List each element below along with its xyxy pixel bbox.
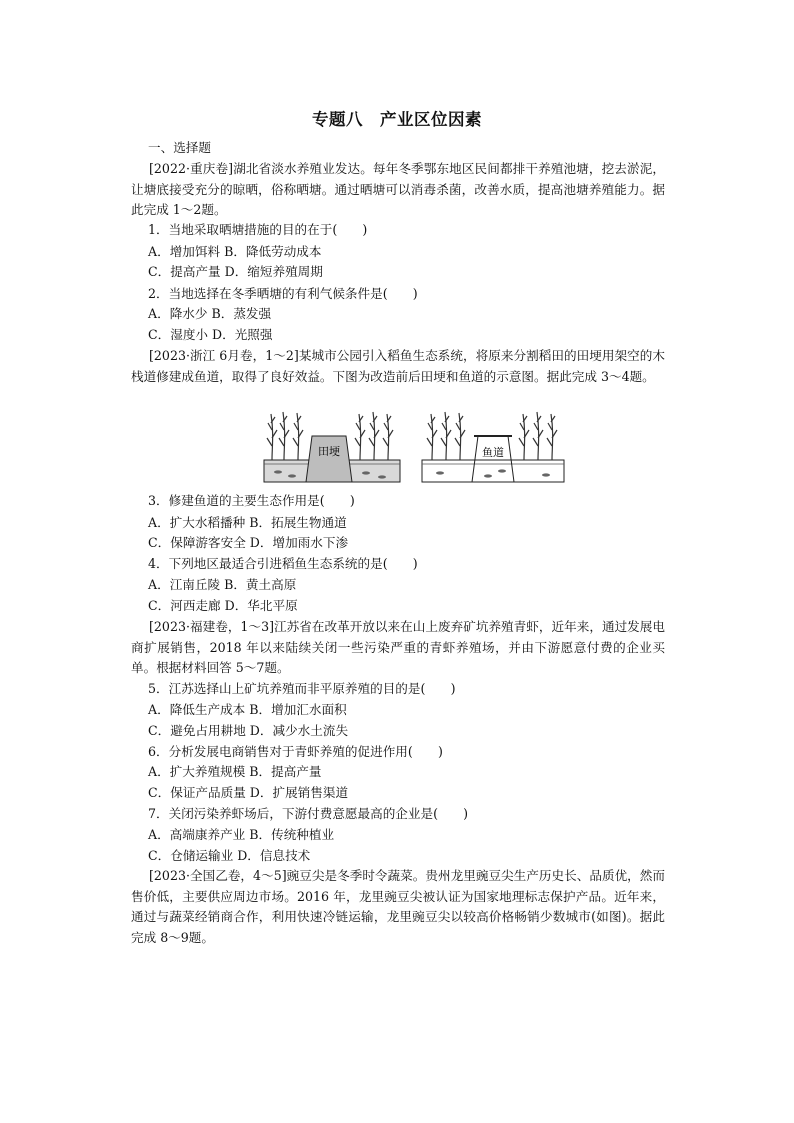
question-5: 5．江苏选择山上矿坑养殖而非平原养殖的目的是( ) (148, 681, 456, 696)
question-1: 1．当地采取晒塘措施的目的在于( ) (148, 222, 368, 237)
rice-fish-diagram (262, 408, 568, 488)
question-6-options-ab: A．扩大养殖规模 B．提高产量 (148, 764, 322, 779)
question-4: 4．下列地区最适合引进稻鱼生态系统的是( ) (148, 556, 418, 571)
passage-1: [2022·重庆卷]湖北省淡水养殖业发达。每年冬季鄂东地区民间都排干养殖池塘，挖去淤泥，让塘底接受充分的晾晒，俗称晒塘。通过晒塘可以消毒杀菌，改善水质，提高池塘养殖能力。据此完成 1～2题。 (131, 161, 665, 218)
question-2-options-ab: A．降水少 B．蒸发强 (148, 306, 272, 321)
question-2: 2．当地选择在冬季晒塘的有利气候条件是( ) (148, 286, 418, 301)
question-3: 3．修建鱼道的主要生态作用是( ) (148, 493, 355, 508)
question-6: 6．分析发展电商销售对于青虾养殖的促进作用( ) (148, 744, 443, 759)
question-4-options-cd: C．河西走廊 D．华北平原 (148, 598, 298, 613)
section-heading: 一、选择题 (148, 140, 211, 155)
question-1-options-cd: C．提高产量 D．缩短养殖周期 (148, 264, 323, 279)
question-3-options-ab: A．扩大水稻播种 B．拓展生物通道 (148, 515, 347, 530)
page-title: 专题八 产业区位因素 (312, 110, 482, 129)
ridge-panel (264, 412, 400, 482)
passage-2: [2023·浙江 6月卷，1～2]某城市公园引入稻鱼生态系统，将原来分割稻田的田埂用架空的木栈道修建成鱼道，取得了良好效益。下图为改造前后田埂和鱼道的示意图。据此完成 3～4题。 (131, 348, 665, 384)
question-7: 7．关闭污染养虾场后，下游付费意愿最高的企业是( ) (148, 806, 469, 821)
question-7-options-ab: A．高端康养产业 B．传统种植业 (148, 827, 335, 842)
question-1-options-ab: A．增加饵料 B．降低劳动成本 (148, 244, 322, 259)
question-3-options-cd: C．保障游客安全 D．增加雨水下渗 (148, 535, 349, 550)
passage-3: [2023·福建卷，1～3]江苏省在改革开放以来在山上废弃矿坑养殖青虾，近年来，通过发展电商扩展销售，2018 年以来陆续关闭一些污染严重的青虾养殖场，并由下游愿意付费的企业买单。根据材料回答 5～7题。 (131, 619, 665, 676)
fishway-panel (422, 412, 564, 482)
question-7-options-cd: C．仓储运输业 D．信息技术 (148, 848, 311, 863)
question-4-options-ab: A．江南丘陵 B．黄土高原 (148, 577, 297, 592)
fishway-label: 鱼道 (482, 446, 504, 459)
question-6-options-cd: C．保证产品质量 D．扩展销售渠道 (148, 785, 349, 800)
question-5-options-cd: C．避免占用耕地 D．减少水土流失 (148, 723, 349, 738)
question-5-options-ab: A．降低生产成本 B．增加汇水面积 (148, 702, 347, 717)
ridge-shape (306, 436, 352, 482)
passage-4: [2023·全国乙卷，4～5]豌豆尖是冬季时令蔬菜。贵州龙里豌豆尖生产历史长、品质优，然而售价低，主要供应周边市场。2016 年，龙里豌豆尖被认证为国家地理标志保护产品。近年来，通过与蔬菜经销商合作，利用快速冷链运输，龙里豌豆尖以较高价格畅销少数城市(如图)。据此完成 8～9题。 (131, 868, 665, 946)
question-2-options-cd: C．湿度小 D．光照强 (148, 327, 273, 342)
ridge-label: 田埂 (318, 445, 340, 458)
